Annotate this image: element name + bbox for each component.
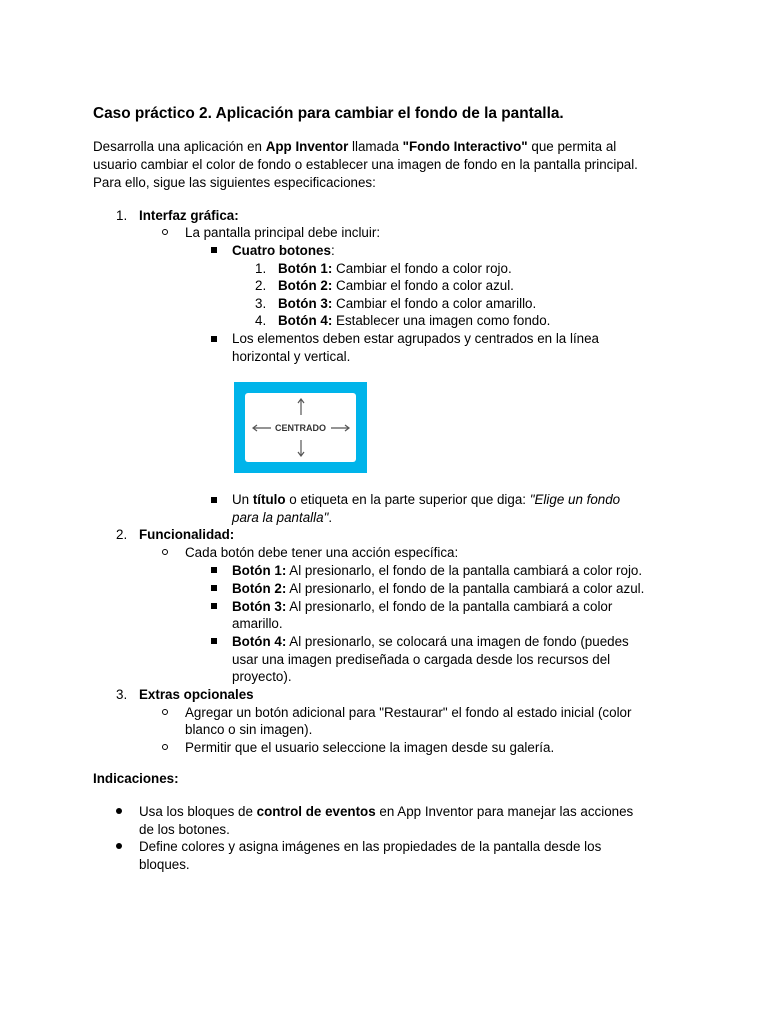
- square-bullet-icon: [211, 336, 217, 342]
- function-item: Botón 1: Al presionarlo, el fondo de la pantalla cambiará a color rojo.: [232, 563, 643, 578]
- square-bullet-icon: [211, 603, 217, 609]
- grouped-line-2: horizontal y vertical.: [232, 349, 351, 364]
- indication-item-cont: de los botones.: [139, 822, 230, 837]
- round-bullet-icon: [116, 808, 122, 814]
- indication-item-cont: bloques.: [139, 857, 190, 872]
- button-item: Botón 1: Cambiar el fondo a color rojo.: [278, 261, 512, 276]
- intro-line-3: Para ello, sigue las siguientes especificaciones:: [93, 175, 376, 190]
- document-title: Caso práctico 2. Aplicación para cambiar el fondo de la pantalla.: [93, 105, 564, 122]
- title-requirement-line-1: Un título o etiqueta en la parte superior que diga: "Elige un fondo: [232, 492, 621, 507]
- extra-item-cont: blanco o sin imagen).: [185, 722, 313, 737]
- intro-line-2: usuario cambiar el color de fondo o establecer una imagen de fondo en la pantalla principal.: [93, 157, 638, 172]
- section-1-heading: Interfaz gráfica:: [139, 208, 239, 223]
- title-requirement-line-2: para la pantalla".: [232, 510, 333, 525]
- intro-line-1: Desarrolla una aplicación en App Inventor llamada "Fondo Interactivo" que permita al: [93, 139, 617, 154]
- figure-label: CENTRADO: [275, 423, 326, 433]
- section-1-sub: La pantalla principal debe incluir:: [185, 225, 381, 240]
- function-item: Botón 4: Al presionarlo, se colocará una imagen de fondo (puedes: [232, 634, 629, 649]
- function-item: Botón 3: Al presionarlo, el fondo de la pantalla cambiará a color: [232, 599, 613, 614]
- function-item-cont: proyecto).: [232, 669, 292, 684]
- section-3-number: 3.: [116, 687, 128, 702]
- round-bullet-icon: [116, 843, 122, 849]
- extra-item: Permitir que el usuario seleccione la imagen desde su galería.: [185, 740, 555, 755]
- button-item-number: 4.: [255, 313, 267, 328]
- circle-bullet-icon: [162, 709, 168, 715]
- square-bullet-icon: [211, 567, 217, 573]
- button-item-number: 1.: [255, 261, 267, 276]
- function-item-cont: amarillo.: [232, 616, 283, 631]
- square-bullet-icon: [211, 638, 217, 644]
- buttons-heading: Cuatro botones:: [232, 243, 335, 258]
- section-2-number: 2.: [116, 527, 128, 542]
- section-1-number: 1.: [116, 208, 128, 223]
- section-2-heading: Funcionalidad:: [139, 527, 235, 542]
- square-bullet-icon: [211, 585, 217, 591]
- button-item: Botón 4: Establecer una imagen como fondo.: [278, 313, 551, 328]
- function-item: Botón 2: Al presionarlo, el fondo de la pantalla cambiará a color azul.: [232, 581, 645, 596]
- indicaciones-heading: Indicaciones:: [93, 771, 179, 786]
- square-bullet-icon: [211, 247, 217, 253]
- button-item: Botón 3: Cambiar el fondo a color amarillo.: [278, 296, 537, 311]
- indication-item: Define colores y asigna imágenes en las propiedades de la pantalla desde los: [139, 839, 602, 854]
- circle-bullet-icon: [162, 549, 168, 555]
- extra-item: Agregar un botón adicional para "Restaurar" el fondo al estado inicial (color: [185, 705, 632, 720]
- circle-bullet-icon: [162, 229, 168, 235]
- section-2-sub: Cada botón debe tener una acción específica:: [185, 545, 459, 560]
- button-item-number: 2.: [255, 278, 267, 293]
- circle-bullet-icon: [162, 744, 168, 750]
- section-3-heading: Extras opcionales: [139, 687, 254, 702]
- button-item-number: 3.: [255, 296, 267, 311]
- indication-item: Usa los bloques de control de eventos en App Inventor para manejar las acciones: [139, 804, 634, 819]
- function-item-cont: usar una imagen prediseñada o cargada desde los recursos del: [232, 652, 611, 667]
- grouped-line-1: Los elementos deben estar agrupados y centrados en la línea: [232, 331, 600, 346]
- button-item: Botón 2: Cambiar el fondo a color azul.: [278, 278, 514, 293]
- square-bullet-icon: [211, 497, 217, 503]
- centered-layout-figure: [234, 382, 367, 473]
